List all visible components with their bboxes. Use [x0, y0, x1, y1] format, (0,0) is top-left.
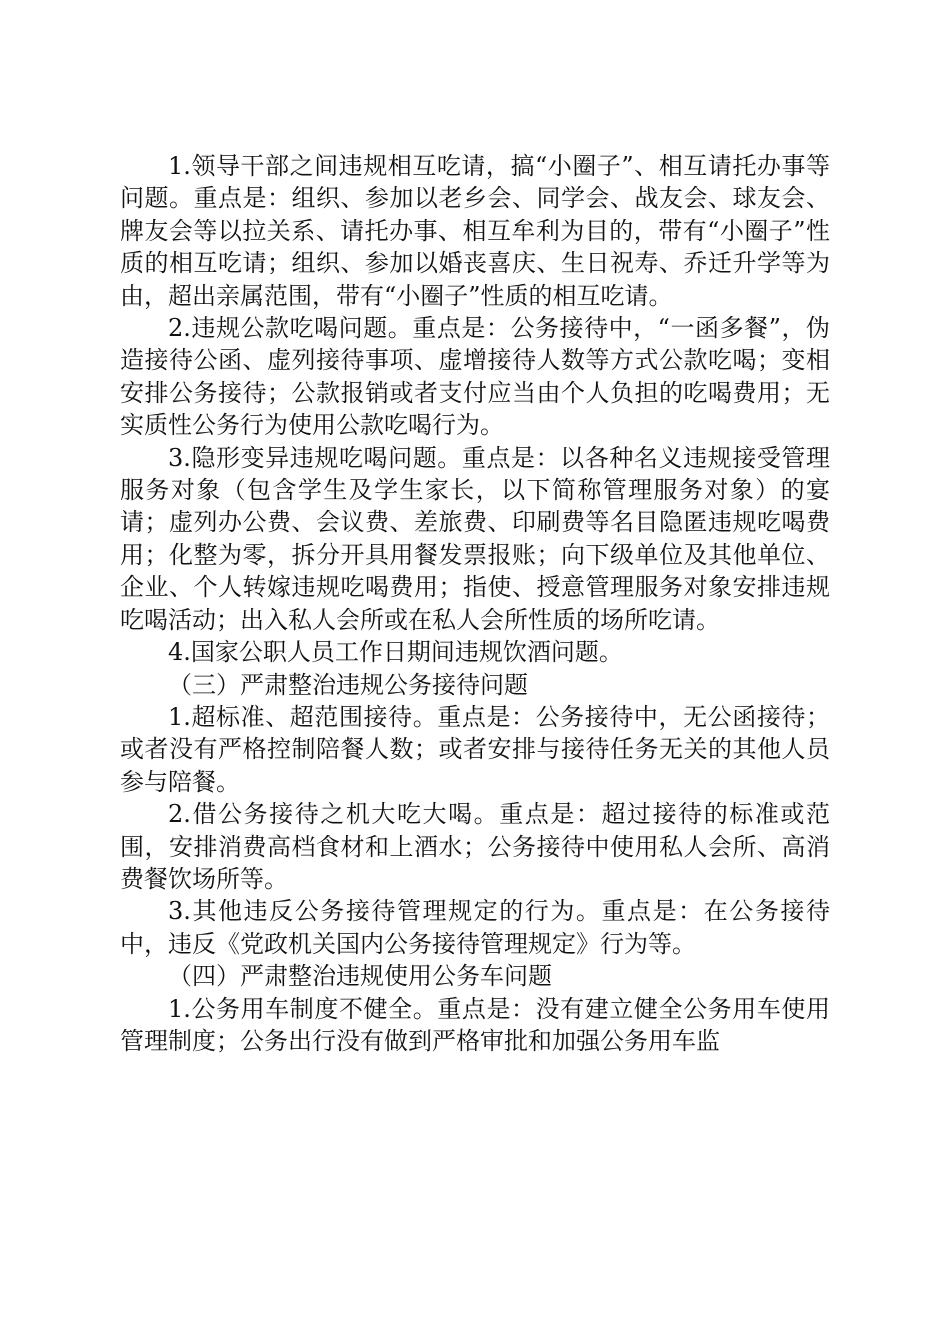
- paragraph-item-2-public-funds: 2.违规公款吃喝问题。重点是：公务接待中，“一函多餐”，伪造接待公函、虚列接待事项、虚增接待人数等方式公款吃喝；变相安排公务接待；公款报销或者支付应当由个人负担的吃喝费用；无实质性公务行为使用公款吃喝行为。: [120, 314, 830, 440]
- paragraph-reception-3: 3.其他违反公务接待管理规定的行为。重点是：在公务接待中，违反《党政机关国内公务接待管理规定》行为等。: [120, 897, 830, 958]
- paragraph-vehicle-1: 1.公务用车制度不健全。重点是：没有建立健全公务用车使用管理制度；公务出行没有做到严格审批和加强公务用车监: [120, 994, 830, 1055]
- paragraph-reception-2: 2.借公务接待之机大吃大喝。重点是：超过接待的标准或范围，安排消费高档食材和上酒水；公务接待中使用私人会所、高消费餐饮场所等。: [120, 800, 830, 893]
- paragraph-item-3-hidden-dining: 3.隐形变异违规吃喝问题。重点是：以各种名义违规接受管理服务对象（包含学生及学生家长，以下简称管理服务对象）的宴请；虚列办公费、会议费、差旅费、印刷费等名目隐匿违规吃喝费用；化整为零，拆分开具用餐发票报账；向下级单位及其他单位、企业、个人转嫁违规吃喝费用；指使、授意管理服务对象安排违规吃喝活动；出入私人会所或在私人会所性质的场所吃请。: [120, 443, 830, 634]
- paragraph-item-4-drinking: 4.国家公职人员工作日期间违规饮酒问题。: [168, 638, 623, 667]
- paragraph-item-1-dining: 1.领导干部之间违规相互吃请，搞“小圈子”、相互请托办事等问题。重点是：组织、参加以老乡会、同学会、战友会、球友会、牌友会等以拉关系、请托办事、相互牟利为目的，带有“小圈子”性质的相互吃请；组织、参加以婚丧喜庆、生日祝寿、乔迁升学等为由，超出亲属范围，带有“小圈子”性质的相互吃请。: [120, 152, 830, 310]
- section-heading-4: （四）严肃整治违规使用公务车问题: [168, 962, 552, 991]
- document-body: [120, 150, 830, 1057]
- paragraph-reception-1: 1.超标准、超范围接待。重点是：公务接待中，无公函接待；或者没有严格控制陪餐人数；或者安排与接待任务无关的其他人员参与陪餐。: [120, 702, 830, 796]
- section-heading-3: （三）严肃整治违规公务接待问题: [168, 670, 528, 699]
